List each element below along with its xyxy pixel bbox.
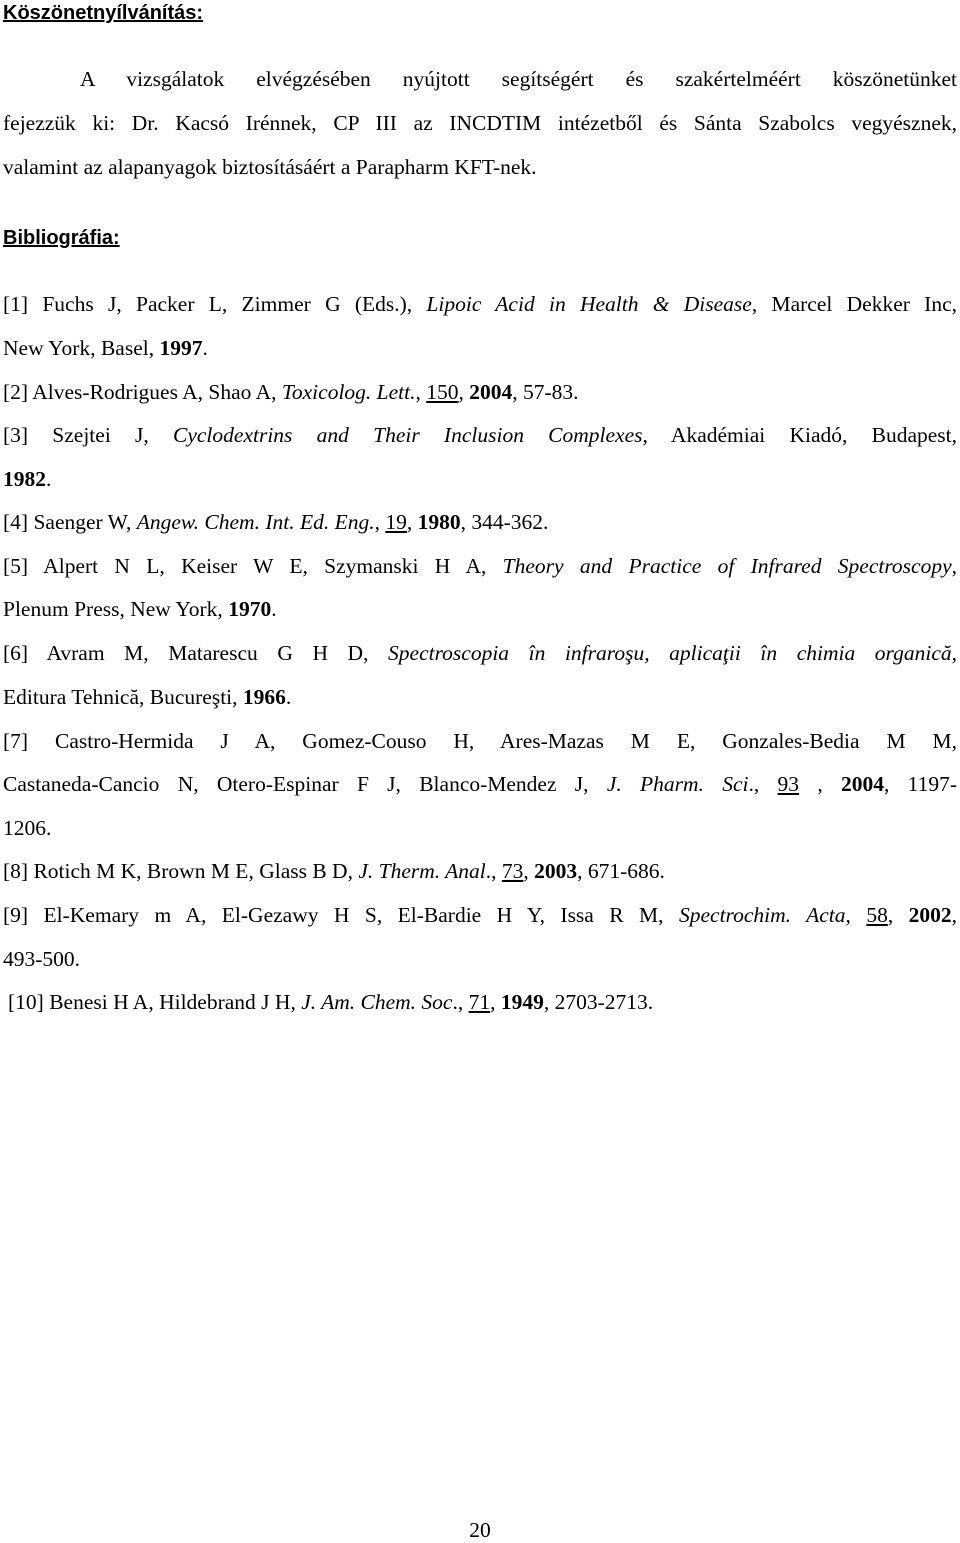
- ref-year: 2003: [534, 859, 578, 883]
- ref-text: ,: [799, 772, 841, 796]
- ref-volume: 71: [468, 990, 491, 1014]
- reference-6-line-2: [3, 684, 291, 710]
- reference-1-line-1: [3, 291, 957, 317]
- ref-text: Castaneda-Cancio N, Otero-Espinar F J, Blanco-Mendez J,: [3, 772, 607, 796]
- ref-text: , Marcel Dekker Inc,: [751, 292, 957, 316]
- ref-title: Cyclodextrins and Their Inclusion Complexes: [173, 423, 643, 447]
- reference-2: [3, 379, 579, 405]
- reference-7-line-2: [3, 771, 957, 797]
- ref-text: , 671-686.: [577, 859, 665, 883]
- ref-text: ,: [415, 380, 427, 404]
- ref-text: , Akadémiai Kiadó, Budapest,: [642, 423, 958, 447]
- ref-text: Plenum Press, New York,: [3, 597, 229, 621]
- reference-9-line-2: 493-500.: [3, 947, 81, 971]
- ref-year: 1970: [228, 597, 272, 621]
- reference-3-line-2: [3, 466, 51, 492]
- ref-text: ,: [374, 510, 386, 534]
- reference-8: [3, 858, 665, 884]
- ref-journal: J. Therm. Anal: [358, 859, 486, 883]
- ref-authors: [8] Rotich M K, Brown M E, Glass B D,: [3, 859, 359, 883]
- reference-5-line-1: [3, 553, 957, 579]
- reference-1-line-2: [3, 335, 208, 361]
- reference-9-line-1: [3, 902, 957, 928]
- ref-volume: 58: [866, 903, 888, 927]
- ref-journal: Toxicolog. Lett.: [281, 380, 416, 404]
- ref-text: Editura Tehnică, Bucureşti,: [3, 685, 243, 709]
- acknowledgement-line-2: fejezzük ki: Dr. Kacsó Irénnek, CP III az INCDTIM intézetből és Sánta Szabolcs vegyésznek,: [3, 111, 957, 135]
- ref-text: .: [202, 336, 208, 360]
- ref-text: ,: [951, 641, 957, 665]
- ref-year: 1966: [242, 685, 286, 709]
- ref-text: ,: [845, 903, 867, 927]
- acknowledgement-heading: Köszönetnyílvánítás:: [3, 2, 204, 24]
- ref-text: .: [285, 685, 292, 709]
- ref-journal: J. Pharm. Sci: [606, 772, 749, 796]
- reference-10: [8, 989, 653, 1015]
- ref-text: .: [271, 597, 277, 621]
- ref-authors: [10] Benesi H A, Hildebrand J H,: [8, 990, 302, 1014]
- ref-text: .,: [485, 859, 502, 883]
- ref-text: , 1197-: [883, 772, 958, 796]
- ref-year: 2004: [469, 380, 513, 404]
- ref-authors: [9] El-Kemary m A, El-Gezawy H S, El-Bardie H Y, Issa R M,: [3, 903, 679, 927]
- ref-journal: J. Am. Chem. Soc: [301, 990, 453, 1014]
- ref-year: 1949: [500, 990, 544, 1014]
- page-number: 20: [469, 1518, 491, 1542]
- ref-text: , 2703-2713.: [543, 990, 654, 1014]
- ref-authors: [4] Saenger W,: [3, 510, 137, 534]
- ref-year: 1997: [159, 336, 203, 360]
- ref-title: Lipoic Acid in Health & Disease: [426, 292, 752, 316]
- ref-authors: [1] Fuchs J, Packer L, Zimmer G (Eds.),: [3, 292, 427, 316]
- ref-text: , 344-362.: [460, 510, 549, 534]
- ref-text: New York, Basel,: [3, 336, 160, 360]
- ref-text: ,: [951, 903, 958, 927]
- acknowledgement-line-3: valamint az alapanyagok biztosításáért a Parapharm KFT-nek.: [3, 155, 537, 179]
- ref-year: 2002: [908, 903, 952, 927]
- reference-5-line-2: [3, 596, 277, 622]
- ref-volume: 19: [385, 510, 407, 534]
- ref-volume: 150: [426, 380, 459, 404]
- ref-journal: Spectrochim. Acta: [679, 903, 846, 927]
- ref-volume: 73: [501, 859, 524, 883]
- ref-text: ,: [458, 380, 470, 404]
- ref-authors: [2] Alves-Rodrigues A, Shao A,: [3, 380, 282, 404]
- ref-text: .,: [748, 772, 778, 796]
- acknowledgement-line-1: A vizsgálatok elvégzésében nyújtott segítségért és szakértelméért köszönetünket: [80, 67, 957, 91]
- ref-year: 2004: [840, 772, 884, 796]
- ref-year: 1980: [417, 510, 461, 534]
- ref-authors: [5] Alpert N L, Keiser W E, Szymanski H A,: [3, 554, 503, 578]
- ref-text: ,: [523, 859, 535, 883]
- ref-title: Spectroscopia în infraroşu, aplicaţii în chimia organică: [388, 641, 952, 665]
- ref-year: 1982: [3, 467, 46, 491]
- reference-4: [3, 509, 548, 535]
- ref-text: ,: [951, 554, 957, 578]
- ref-text: .,: [452, 990, 469, 1014]
- reference-6-line-1: [3, 640, 957, 666]
- ref-text: .: [46, 467, 52, 491]
- reference-7-line-3: 1206.: [3, 816, 52, 840]
- ref-journal: Angew. Chem. Int. Ed. Eng.: [136, 510, 375, 534]
- ref-text: ,: [887, 903, 909, 927]
- reference-7-line-1: [7] Castro-Hermida J A, Gomez-Couso H, Ares-Mazas M E, Gonzales-Bedia M M,: [3, 729, 957, 753]
- ref-authors: [6] Avram M, Matarescu G H D,: [3, 641, 389, 665]
- ref-title: Theory and Practice of Infrared Spectroscopy: [502, 554, 952, 578]
- ref-text: ,: [490, 990, 501, 1014]
- ref-volume: 93: [777, 772, 800, 796]
- reference-3-line-1: [3, 422, 957, 448]
- bibliography-heading: Bibliográfia:: [3, 227, 120, 249]
- ref-text: , 57-83.: [512, 380, 579, 404]
- ref-text: ,: [406, 510, 418, 534]
- ref-authors: [3] Szejtei J,: [3, 423, 173, 447]
